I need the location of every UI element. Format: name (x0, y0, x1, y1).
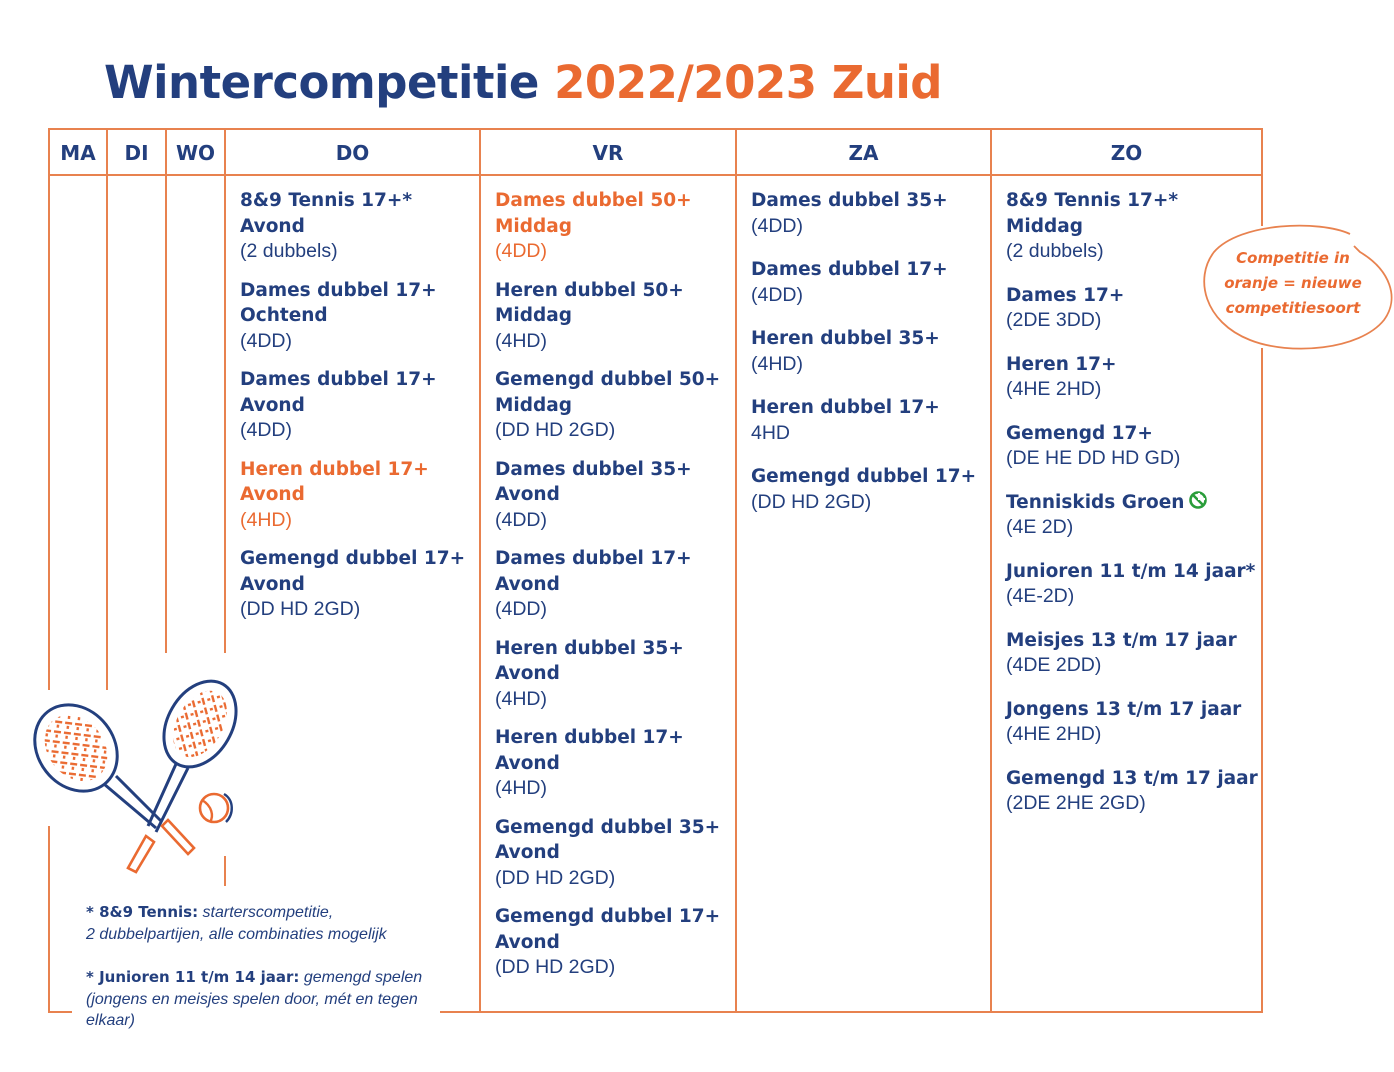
entry-text: Middag (495, 394, 572, 416)
entry-text: Dames dubbel 17+ (240, 279, 437, 301)
entry-text: Avond (240, 484, 305, 505)
competition-entry (240, 278, 475, 355)
entry-text: (4HD) (751, 352, 803, 375)
competition-name (1006, 628, 1256, 654)
entry-text: Meisjes 13 t/m 17 jaar (1006, 629, 1237, 651)
competition-format (1006, 377, 1256, 403)
entry-text: (4HE 2HD) (1006, 378, 1102, 400)
footnote-8-9-tennis (86, 902, 446, 945)
page-title (104, 56, 942, 109)
entry-text: Avond (495, 573, 560, 595)
competition-format (751, 283, 986, 309)
entry-text: Heren dubbel 50+ (495, 279, 684, 301)
competition-format (495, 239, 731, 265)
competition-format (495, 418, 731, 444)
competition-format (495, 329, 731, 355)
entry-text: Junioren 11 t/m 14 jaar* (1006, 560, 1256, 582)
entry-text: Heren dubbel 35+ (495, 637, 684, 659)
entry-text: (2DE 2HE 2GD) (1006, 792, 1146, 814)
crossed-tennis-rackets-icon (28, 676, 248, 876)
competition-entry (1006, 697, 1256, 748)
footnote-text: (jongens en meisjes spelen door, mét en tegen elkaar) (86, 990, 418, 1029)
competition-entry (495, 457, 731, 534)
entry-text: (2 dubbels) (1006, 240, 1104, 262)
entry-text: (4DD) (240, 329, 292, 352)
entry-text: Ochtend (240, 305, 328, 326)
entry-text: (4HD) (240, 508, 292, 531)
competition-name (495, 393, 731, 419)
col-divider (1261, 128, 1263, 226)
header-di: DI (124, 141, 149, 165)
entry-text: Middag (1006, 215, 1083, 237)
legend-line: competitiesoort (1225, 299, 1361, 317)
competition-format (1006, 722, 1256, 748)
entry-text: Avond (495, 931, 560, 953)
entry-text: Middag (495, 305, 572, 326)
col-divider (479, 128, 481, 1013)
column-za (751, 188, 986, 533)
competition-name (240, 367, 475, 393)
competition-name (495, 661, 731, 687)
entry-text: (DD HD 2GD) (495, 956, 616, 978)
competition-format (751, 352, 986, 378)
competition-format (1006, 791, 1256, 817)
col-divider (224, 128, 226, 653)
entry-text: Avond (495, 842, 560, 863)
entry-text: Dames dubbel 50+ (495, 190, 692, 211)
entry-text: Dames dubbel 17+ (751, 259, 948, 280)
competition-name (240, 188, 475, 214)
column-vr (495, 188, 731, 994)
entry-text: Heren dubbel 17+ (240, 458, 429, 480)
competition-format (751, 490, 986, 516)
entry-text: (4DD) (495, 598, 547, 620)
competition-format (1006, 653, 1256, 679)
entry-text: 8&9 Tennis 17+* (1006, 190, 1179, 211)
entry-text: (4HE 2HD) (1006, 723, 1102, 745)
entry-text: Heren 17+ (1006, 353, 1117, 375)
entry-text: Middag (495, 215, 572, 237)
competition-name (1006, 490, 1256, 516)
table-bottom-border (48, 1011, 72, 1013)
competition-name (495, 840, 731, 866)
entry-text: (DE HE DD HD GD) (1006, 447, 1181, 469)
entry-text: (DD HD 2GD) (495, 866, 616, 889)
competition-name (240, 457, 475, 483)
competition-format (495, 597, 731, 623)
footnote-text: starterscompetitie, (198, 904, 334, 921)
competition-name (751, 257, 986, 283)
entry-text: (4DD) (495, 508, 547, 531)
competition-name (495, 278, 731, 304)
col-divider (48, 128, 50, 690)
competition-format (495, 687, 731, 713)
col-divider (1261, 348, 1263, 1013)
legend-text (1212, 246, 1374, 321)
competition-entry (751, 257, 986, 308)
competition-entry (1006, 559, 1256, 610)
col-divider (990, 128, 992, 1013)
competition-format (1006, 515, 1256, 541)
entry-text: (4HD) (495, 687, 547, 710)
competition-name (240, 278, 475, 304)
entry-text: Jongens 13 t/m 17 jaar (1006, 698, 1242, 720)
entry-text: (4HD) (495, 777, 547, 799)
competition-name (495, 572, 731, 598)
entry-text: (4HD) (495, 329, 547, 352)
header-vr: VR (592, 141, 624, 165)
entry-text: Heren dubbel 35+ (751, 328, 940, 349)
header-wo: WO (175, 141, 216, 165)
competition-name (1006, 352, 1256, 378)
competition-entry (240, 457, 475, 534)
entry-text: Gemengd dubbel 17+ (751, 466, 977, 487)
competition-entry (240, 546, 475, 623)
competition-name (495, 482, 731, 508)
header-za: ZA (848, 141, 879, 165)
footnote-junioren (86, 967, 446, 1032)
footnote-label: * Junioren 11 t/m 14 jaar: (86, 968, 300, 986)
entry-text: Gemengd dubbel 50+ (495, 369, 721, 390)
competition-entry (240, 367, 475, 444)
col-divider (735, 128, 737, 1013)
entry-text: (2 dubbels) (240, 240, 338, 262)
entry-text: Dames dubbel 17+ (495, 548, 692, 569)
entry-text: (4DD) (751, 214, 803, 237)
table-top-border (48, 128, 1263, 130)
entry-text: Heren dubbel 17+ (751, 397, 940, 418)
footnote-label: * 8&9 Tennis: (86, 903, 199, 921)
entry-text: (4DD) (751, 283, 803, 306)
competition-name (495, 636, 731, 662)
header-ma: MA (60, 141, 96, 165)
entry-text: (4DE 2DD) (1006, 654, 1102, 676)
competition-name (495, 725, 731, 751)
entry-text: Avond (240, 394, 305, 416)
competition-entry (495, 278, 731, 355)
competition-name (751, 464, 986, 490)
entry-text: (DD HD 2GD) (240, 598, 361, 620)
header-do: DO (335, 141, 370, 165)
entry-text: Dames dubbel 35+ (495, 458, 692, 480)
competition-name (751, 188, 986, 214)
competition-entry (240, 188, 475, 265)
competition-name (495, 367, 731, 393)
competition-format (240, 239, 475, 265)
competition-format (240, 418, 475, 444)
entry-text: 8&9 Tennis 17+* (240, 190, 413, 211)
footnotes (86, 902, 446, 1054)
competition-name (495, 188, 731, 214)
competition-entry (495, 904, 731, 981)
competition-name (1006, 766, 1256, 792)
competition-name (495, 214, 731, 240)
entry-text: (4DD) (240, 419, 292, 441)
entry-text: Avond (240, 573, 305, 595)
entry-text: (4E-2D) (1006, 585, 1075, 607)
entry-text: Dames dubbel 17+ (240, 369, 437, 390)
entry-text: Gemengd dubbel 35+ (495, 816, 721, 838)
entry-text: Avond (495, 484, 560, 505)
competition-name (1006, 188, 1256, 214)
competition-name (495, 751, 731, 777)
competition-entry (751, 395, 986, 446)
entry-text: Gemengd 13 t/m 17 jaar (1006, 767, 1258, 789)
competition-format (240, 508, 475, 534)
competition-name (240, 546, 475, 572)
competition-format (1006, 446, 1256, 472)
competition-name (495, 904, 731, 930)
competition-format (751, 421, 986, 447)
entry-text: Dames dubbel 35+ (751, 190, 948, 211)
entry-text: 4HD (751, 421, 791, 444)
competition-name (240, 572, 475, 598)
competition-format (495, 776, 731, 802)
competition-name (495, 303, 731, 329)
entry-text: Gemengd dubbel 17+ (495, 906, 721, 927)
competition-name (1006, 559, 1256, 585)
competition-format (240, 329, 475, 355)
footnote-text: 2 dubbelpartijen, alle combinaties mogelijk (86, 925, 387, 943)
competition-name (495, 546, 731, 572)
competition-format (751, 214, 986, 240)
entry-text: Avond (495, 663, 560, 684)
entry-text: Avond (495, 752, 560, 774)
competition-entry (495, 188, 731, 265)
competition-name (495, 815, 731, 841)
competition-entry (1006, 421, 1256, 472)
competition-name (240, 303, 475, 329)
col-divider (106, 128, 108, 690)
competition-name (1006, 421, 1256, 447)
competition-format (495, 508, 731, 534)
entry-text: Gemengd dubbel 17+ (240, 548, 466, 569)
column-do (240, 188, 475, 636)
competition-name (1006, 697, 1256, 723)
competition-entry (751, 188, 986, 239)
table-bottom-border (440, 1011, 1263, 1013)
competition-format (495, 866, 731, 892)
tenniskids-green-icon (1188, 490, 1208, 510)
competition-entry (495, 725, 731, 802)
entry-text: Heren dubbel 17+ (495, 727, 684, 748)
competition-entry (751, 464, 986, 515)
competition-entry (751, 326, 986, 377)
col-divider (165, 128, 167, 653)
competition-entry (1006, 490, 1256, 541)
competition-name (240, 393, 475, 419)
competition-format (1006, 584, 1256, 610)
entry-text: (DD HD 2GD) (751, 490, 872, 513)
competition-entry (495, 546, 731, 623)
legend-line: Competitie in (1236, 249, 1350, 267)
competition-name (240, 214, 475, 240)
competition-entry (495, 636, 731, 713)
competition-entry (1006, 766, 1256, 817)
competition-entry (1006, 628, 1256, 679)
title-season: 2022/2023 Zuid (554, 56, 943, 109)
competition-format (495, 955, 731, 981)
legend-line: oranje = nieuwe (1224, 274, 1362, 292)
entry-text: (4E 2D) (1006, 516, 1074, 538)
competition-name (751, 326, 986, 352)
header-zo: ZO (1110, 141, 1143, 165)
competition-entry (1006, 352, 1256, 403)
competition-name (495, 457, 731, 483)
entry-text: (DD HD 2GD) (495, 419, 616, 441)
entry-text: Gemengd 17+ (1006, 422, 1153, 444)
competition-entry (495, 815, 731, 892)
competition-name (240, 482, 475, 508)
entry-text: (2DE 3DD) (1006, 309, 1102, 331)
entry-text: Dames 17+ (1006, 284, 1125, 306)
competition-name (751, 395, 986, 421)
competition-name (495, 930, 731, 956)
title-main: Wintercompetitie (104, 56, 539, 109)
entry-text: (4DD) (495, 240, 547, 262)
competition-entry (495, 367, 731, 444)
entry-text: Avond (240, 215, 305, 237)
footnote-text: gemengd spelen (299, 969, 423, 986)
entry-text: Tenniskids Groen (1006, 491, 1185, 513)
competition-format (240, 597, 475, 623)
